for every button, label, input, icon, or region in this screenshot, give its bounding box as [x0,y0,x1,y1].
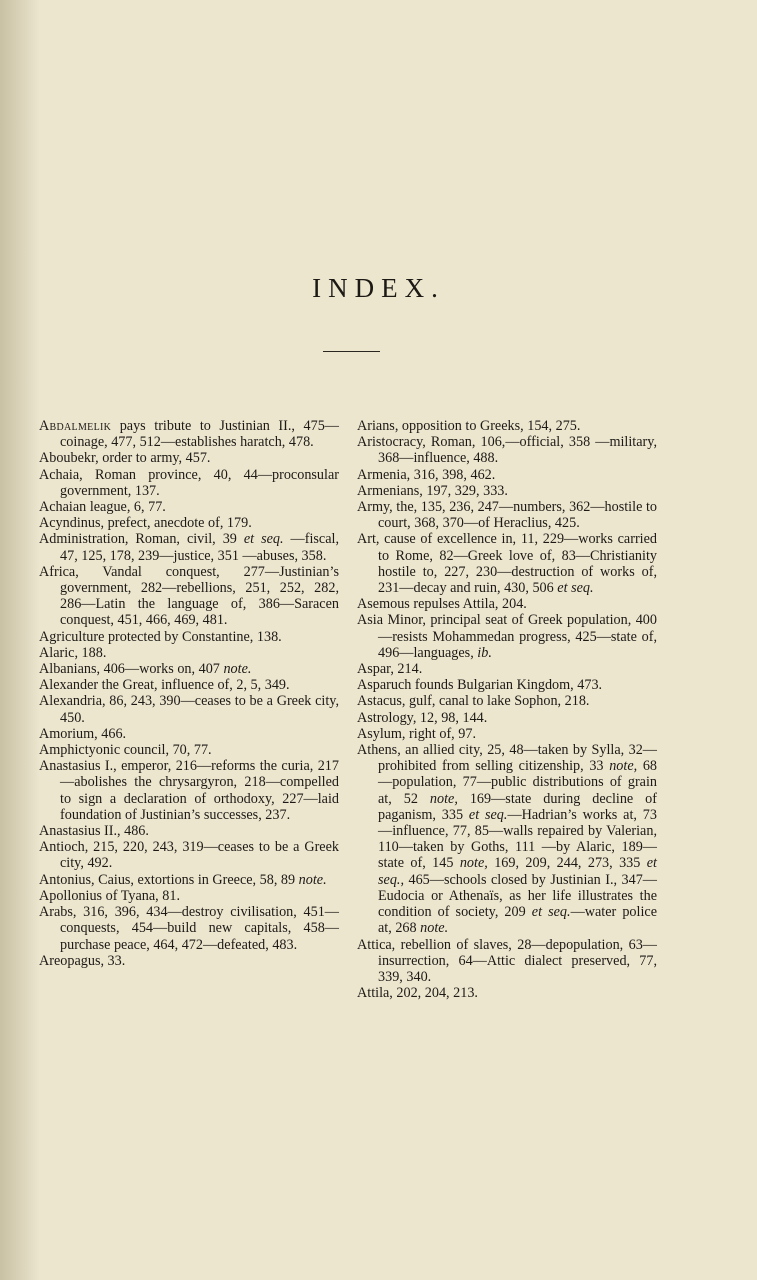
index-entry-italic: note. [420,920,449,937]
index-entry-text: pays tribute to Justinian II., 475—coinage, 477, 512—establishes haratch, 478. [60,418,339,451]
index-entry: Asemous repulses Attila, 204. [357,596,527,613]
index-entry-italic: note. [298,871,327,888]
index-entry: Amphictyonic council, 70, 77. [39,742,212,759]
index-entry-italic: note, [609,758,638,775]
index-entry-italic: note, [429,790,458,807]
index-entry-text: Antonius, Caius, extortions in Greece, 58, 89 [39,871,299,888]
index-entry-italic: et seq., [378,855,657,888]
index-entry-text: 465—schools closed by Justinian I., 347—Eudocia or Athenaïs, as her life illustrates the condition of society, 209 [378,871,657,921]
index-entry-text: 68—population, 77—public distributions of grain at, 52 [378,758,658,807]
index-entry-text: —Hadrian’s works at, 73—influence, 77, 85—walls repaired by Valerian, 110—taken by Goths, 111 —by Alaric, 189—state of, 145 [378,806,657,872]
index-entry: Apollonius of Tyana, 81. [39,887,181,904]
index-entry-italic: note, [459,855,488,872]
index-entry-text: Albanians, 406—works on, 407 [39,661,224,678]
index-entry: Antioch, 215, 220, 243, 319—ceases to be a Greek city, 492. [39,839,339,872]
index-entry: Astrology, 12, 98, 144. [357,709,488,726]
index-entry: Achaia, Roman province, 40, 44—proconsular government, 137. [39,466,339,499]
index-entry: Amorium, 466. [39,725,127,742]
index-entry-italic: et seq. [557,580,594,597]
index-entry-text: Asia Minor, principal seat of Greek population, 400—resists Mohammedan progress, 425—state of, 496—languages, [357,612,657,661]
index-entry: Anastasius II., 486. [39,823,149,840]
index-entry: Armenia, 316, 398, 462. [357,466,496,483]
index-entry-text: Athens, an allied city, 25, 48—taken by Sylla, 32—prohibited from selling citizenship, 33 [357,742,657,775]
index-entry [39,872,339,888]
index-entry [39,418,339,450]
index-entry: Armenians, 197, 329, 333. [357,482,508,499]
index-entry [39,531,339,563]
index-entry: Areopagus, 33. [39,952,126,969]
index-entry-text: Administration, Roman, civil, 39 [39,531,244,548]
title-rule [323,351,380,352]
index-entry [357,612,657,661]
index-entry-text: Art, cause of excellence in, 11, 229—works carried to Rome, 82—Greek love of, 83—Christianity hostile to, 227, 230—destruction of works of, 231—decay and ruin, 430, 506 [357,531,657,597]
index-entry-italic: ib. [477,644,492,661]
index-entry-italic: et seq. [468,806,508,823]
index-entry: Africa, Vandal conquest, 277—Justinian’s government, 282—rebellions, 251, 252, 282, 286—Latin the language of, 386—Saracen conquest, 451, 466, 469, 481. [39,563,339,629]
index-entry [39,661,339,677]
index-entry-head: Abdalmelik [39,418,112,434]
index-entry: Asylum, right of, 97. [357,725,477,742]
index-entry: Aristocracy, Roman, 106,—official, 358 —military, 368—influence, 488. [357,434,657,467]
index-entry-text: —water police at, 268 [378,904,658,937]
index-entry [357,531,657,596]
index-entry: Agriculture protected by Constantine, 138. [39,628,282,645]
index-entry: Attila, 202, 204, 213. [357,985,478,1002]
index-column-left [39,418,339,969]
index-entry-italic: note. [223,661,252,678]
index-entry: Asparuch founds Bulgarian Kingdom, 473. [357,677,603,694]
index-column-right [357,418,657,1001]
index-entry: Alexander the Great, influence of, 2, 5, 349. [39,677,290,694]
page-title: INDEX. [312,273,445,304]
index-entry-italic: et seq. [243,531,284,548]
index-entry [357,742,657,936]
index-entry: Anastasius I., emperor, 216—reforms the curia, 217—abolishes the chrysargyron, 218—compelled to sign a declaration of orthodoxy, 227—laid foundation of Justinian’s successes, 237. [39,758,339,823]
index-entry-text: 169, 209, 244, 273, 335 [487,855,647,872]
index-entry: Astacus, gulf, canal to lake Sophon, 218. [357,693,590,710]
index-entry: Achaian league, 6, 77. [39,499,166,516]
page-gutter-shadow [0,0,40,1280]
index-entry: Alaric, 188. [39,644,107,661]
index-entry: Acyndinus, prefect, anecdote of, 179. [39,515,252,532]
index-entry: Aboubekr, order to army, 457. [39,450,211,467]
index-entry: Attica, rebellion of slaves, 28—depopulation, 63—insurrection, 64—Attic dialect preserved, 77, 339, 340. [357,936,657,985]
index-entry-text: —fiscal, 47, 125, 178, 239—justice, 351 —abuses, 358. [60,531,340,564]
index-entry: Alexandria, 86, 243, 390—ceases to be a Greek city, 450. [39,693,339,726]
index-entry: Aspar, 214. [357,661,423,678]
index-entry: Army, the, 135, 236, 247—numbers, 362—hostile to court, 368, 370—of Heraclius, 425. [357,499,657,532]
index-entry-italic: et seq. [531,904,571,921]
index-entry: Arabs, 316, 396, 434—destroy civilisation, 451—conquests, 454—build new capitals, 458—purchase peace, 464, 472—defeated, 483. [39,904,339,953]
index-entry-text: 169—state during decline of paganism, 335 [378,790,657,823]
index-entry: Arians, opposition to Greeks, 154, 275. [357,418,581,434]
